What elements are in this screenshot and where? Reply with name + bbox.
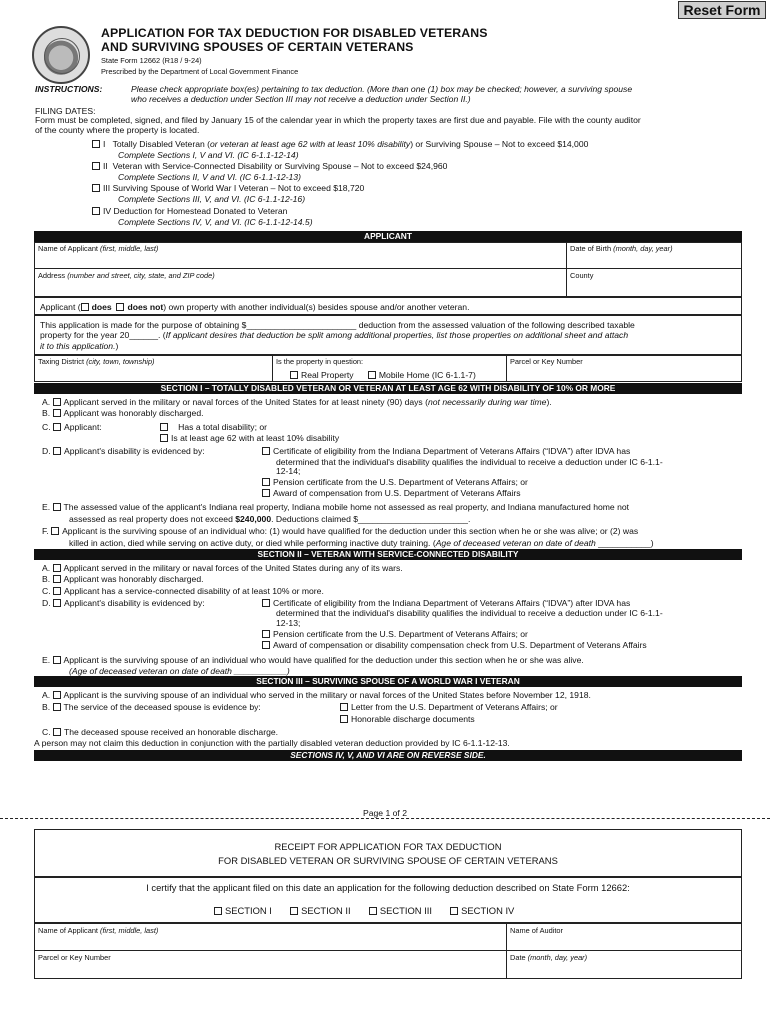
mobile-home-checkbox[interactable] — [368, 371, 376, 379]
section-i-d3-checkbox[interactable] — [262, 489, 270, 497]
section-iii-note: A person may not claim this deduction in conjunction with the partially disabled veteran deduction provided by IC 6-1.1-12-13. — [34, 738, 510, 748]
auditor-field[interactable] — [508, 936, 740, 949]
section-i-d1-line2: determined that the individual's disability qualifies the individual to receive a deduction under IC 6-1.1- — [276, 457, 663, 467]
section-i-e-checkbox[interactable] — [53, 503, 61, 511]
section-ii-d2: Pension certificate from the U.S. Department of Veterans Affairs; or — [262, 629, 528, 639]
section-iii-a: A. Applicant is the surviving spouse of an individual who served in the military or naval forces of the United States before November 12, 1918. — [42, 690, 591, 700]
section-ii-c: C. Applicant has a service-connected disability of at least 10% or more. — [42, 586, 324, 596]
receipt-name-label: Name of Applicant (first, middle, last) — [38, 926, 159, 935]
section-i-b: B. Applicant was honorably discharged. — [42, 408, 204, 418]
applicant-bar: APPLICANT — [34, 231, 742, 242]
section-i-d: D. Applicant's disability is evidenced by: — [42, 446, 205, 456]
section-ii-bar: SECTION II – VETERAN WITH SERVICE-CONNECTED DISABILITY — [34, 549, 742, 560]
deduction-option-i: I Totally Disabled Veteran (or veteran at least age 62 with at least 10% disability) or Surviving Spouse – Not to exceed $14,000 — [92, 139, 588, 149]
section-ii-d1: Certificate of eligibility from the Indiana Department of Veterans Affairs (“IDVA”) after IDVA has — [262, 598, 630, 608]
deduction-iv-checkbox[interactable] — [92, 207, 100, 215]
receipt-section-iii-checkbox[interactable] — [369, 907, 377, 915]
section-iii-b1: Letter from the U.S. Department of Veterans Affairs; or — [340, 702, 558, 712]
section-ii-d1-checkbox[interactable] — [262, 599, 270, 607]
title-line-2: AND SURVIVING SPOUSES OF CERTAIN VETERANS — [101, 39, 414, 54]
receipt-section-i-checkbox[interactable] — [214, 907, 222, 915]
section-ii-b: B. Applicant was honorably discharged. — [42, 574, 204, 584]
receipt-date-field[interactable] — [508, 963, 740, 977]
receipt-section-ii-checkbox[interactable] — [290, 907, 298, 915]
deduction-ii-checkbox[interactable] — [92, 162, 100, 170]
section-iii-b1-checkbox[interactable] — [340, 703, 348, 711]
cut-line — [0, 818, 770, 819]
deduction-option-iii: III Surviving Spouse of World War I Veteran – Not to exceed $18,720 — [92, 183, 364, 193]
section-i-e-line2: assessed as real property does not exceed $240,000. Deductions claimed $_______________________. — [69, 514, 471, 524]
divider — [506, 923, 507, 979]
auditor-label: Name of Auditor — [510, 926, 563, 935]
section-i-c-checkbox[interactable] — [53, 423, 61, 431]
title-line-1: APPLICATION FOR TAX DEDUCTION FOR DISABLED VETERANS — [101, 26, 488, 40]
section-i-f-checkbox[interactable] — [51, 527, 59, 535]
section-i-d1-checkbox[interactable] — [262, 447, 270, 455]
reset-form-button[interactable]: Reset Form — [678, 1, 766, 19]
section-iii-b: B. The service of the deceased spouse is evidence by: — [42, 702, 261, 712]
filing-dates-text: Form must be completed, signed, and filed by January 15 of the calendar year in which the property taxes are first due and payable. File with the county auditor of the county where the property is located. — [35, 115, 641, 136]
parcel-label: Parcel or Key Number — [510, 357, 583, 366]
reverse-side-bar: SECTIONS IV, V, AND VI ARE ON REVERSE SIDE. — [34, 750, 742, 761]
section-i-c1: Has a total disability; or — [160, 422, 267, 432]
deduction-iv-sub: Complete Sections IV, V, and VI. (IC 6-1.1-12-14.5) — [118, 217, 313, 227]
section-ii-c-checkbox[interactable] — [53, 587, 61, 595]
section-ii-a: A. Applicant served in the military or naval forces of the United States during any of its wars. — [42, 563, 403, 573]
property-type-options: Real Property Mobile Home (IC 6-1.1-7) — [290, 370, 476, 380]
form-title — [101, 27, 488, 54]
section-ii-d-checkbox[interactable] — [53, 599, 61, 607]
section-ii-e-checkbox[interactable] — [53, 656, 61, 664]
property-question-label: Is the property in question: — [276, 357, 364, 366]
section-iii-b2-checkbox[interactable] — [340, 715, 348, 723]
section-ii-d1-line2: determined that the individual's disability qualifies the individual to receive a deduction under IC 6-1.1- — [276, 608, 663, 618]
section-i-a-checkbox[interactable] — [53, 398, 61, 406]
section-i-f: F. Applicant is the surviving spouse of an individual who: (1) would have qualified for the deduction under this section when he or she was alive; or (2) was — [42, 526, 639, 536]
county-label: County — [570, 271, 594, 280]
deduction-i-sub: Complete Sections I, V and VI. (IC 6-1.1-12-14) — [118, 150, 299, 160]
section-ii-e: E. Applicant is the surviving spouse of an individual who would have qualified for the deduction under this section when he or she was alive. — [42, 655, 584, 665]
filing-dates-label: FILING DATES: — [35, 106, 96, 116]
does-checkbox[interactable] — [81, 303, 89, 311]
section-ii-d3-checkbox[interactable] — [262, 641, 270, 649]
section-ii-d3: Award of compensation or disability compensation check from U.S. Department of Veterans Affairs — [262, 640, 647, 650]
receipt-parcel-label: Parcel or Key Number — [38, 953, 111, 962]
section-i-b-checkbox[interactable] — [53, 409, 61, 417]
instructions-text: Please check appropriate box(es) pertaining to tax deduction. (More than one (1) box may be checked; however, a surviving spouse who receives a deduction under Section III may not receive a deduction under Section II.) — [131, 84, 633, 105]
receipt-parcel-field[interactable] — [36, 963, 504, 977]
section-i-c2: Is at least age 62 with at least 10% disability — [160, 433, 339, 443]
address-label: Address (number and street, city, state, and ZIP code) — [38, 271, 215, 280]
section-i-d-checkbox[interactable] — [53, 447, 61, 455]
applicant-name-label: Name of Applicant (first, middle, last) — [38, 244, 159, 253]
purpose-text: This application is made for the purpose of obtaining $_______________________ deduction from the assessed valuation of the following described taxable property for the year 20______. (If applicant desires that deduction be split among additional properties, list those properties on additional sheet and attach it to this application.) — [40, 320, 635, 351]
section-ii-b-checkbox[interactable] — [53, 575, 61, 583]
section-ii-d2-checkbox[interactable] — [262, 630, 270, 638]
address-field[interactable] — [36, 281, 564, 295]
section-ii-e-line2: (Age of deceased veteran on date of death ___________) — [69, 666, 290, 676]
section-i-bar: SECTION I – TOTALLY DISABLED VETERAN OR VETERAN AT LEAST AGE 62 WITH DISABILITY OF 10% OR MORE — [34, 383, 742, 394]
section-i-e: E. The assessed value of the applicant's Indiana real property, Indiana mobile home not assessed as real property, and Indiana manufactured home not — [42, 502, 630, 512]
divider — [34, 950, 742, 951]
instructions-label: INSTRUCTIONS: — [35, 84, 103, 94]
county-field[interactable] — [568, 281, 740, 295]
deduction-i-checkbox[interactable] — [92, 140, 100, 148]
section-i-c2-checkbox[interactable] — [160, 434, 168, 442]
divider — [566, 242, 567, 297]
real-property-checkbox[interactable] — [290, 371, 298, 379]
section-i-d2: Pension certificate from the U.S. Department of Veterans Affairs; or — [262, 477, 528, 487]
section-iii-bar: SECTION III – SURVIVING SPOUSE OF A WORLD WAR I VETERAN — [34, 676, 742, 687]
section-iii-b-checkbox[interactable] — [53, 703, 61, 711]
form-number: State Form 12662 (R18 / 9-24) — [101, 56, 202, 65]
applicant-name-field[interactable] — [36, 254, 564, 267]
section-iii-c: C. The deceased spouse received an honorable discharge. — [42, 727, 279, 737]
section-i-d2-checkbox[interactable] — [262, 478, 270, 486]
ownership-text: Applicant ( does does not) own property with another individual(s) besides spouse and/or another veteran. — [40, 302, 470, 312]
receipt-section-options: SECTION I SECTION II SECTION III SECTION IV — [214, 905, 514, 916]
dob-label: Date of Birth (month, day, year) — [570, 244, 673, 253]
taxing-district-label: Taxing District (city, town, township) — [38, 357, 155, 366]
section-ii-a-checkbox[interactable] — [53, 564, 61, 572]
section-iii-a-checkbox[interactable] — [53, 691, 61, 699]
section-i-d1-line3: 12-14; — [276, 466, 301, 476]
receipt-name-field[interactable] — [36, 936, 504, 949]
section-iii-b2: Honorable discharge documents — [340, 714, 475, 724]
divider — [506, 355, 507, 382]
deduction-option-iv: IV Deduction for Homestead Donated to Veteran — [92, 206, 287, 216]
deduction-iii-sub: Complete Sections III, V, and VI. (IC 6-1.1-12-16) — [118, 194, 306, 204]
receipt-title: RECEIPT FOR APPLICATION FOR TAX DEDUCTION FOR DISABLED VETERAN OR SURVIVING SPOUSE OF CERTAIN VETERANS — [218, 841, 558, 866]
receipt-section-iv-checkbox[interactable] — [450, 907, 458, 915]
receipt-date-label: Date (month, day, year) — [510, 953, 588, 962]
section-ii-d: D. Applicant's disability is evidenced by: — [42, 598, 205, 608]
dob-field[interactable] — [568, 254, 740, 267]
section-i-c: C. Applicant: — [42, 422, 102, 432]
divider — [272, 355, 273, 382]
deduction-iii-checkbox[interactable] — [92, 184, 100, 192]
section-ii-d1-line3: 12-13; — [276, 618, 301, 628]
state-seal-icon — [32, 26, 90, 84]
page-number: Page 1 of 2 — [363, 808, 407, 818]
section-i-d3: Award of compensation from U.S. Department of Veterans Affairs — [262, 488, 521, 498]
section-i-f-line2: killed in action, died while serving on active duty, or died while performing inactive duty training. (Age of deceased veteran on date of death ___________) — [69, 538, 654, 548]
section-i-d1: Certificate of eligibility from the Indiana Department of Veterans Affairs (“IDVA”) after IDVA has — [262, 446, 630, 456]
section-iii-c-checkbox[interactable] — [53, 728, 61, 736]
section-i-a: A. Applicant served in the military or naval forces of the United States for at least ninety (90) days (not necessarily during war time). — [42, 397, 552, 407]
divider — [34, 268, 742, 269]
receipt-certify-text: I certify that the applicant filed on this date an application for the following deduction described on State Form 12662: — [146, 882, 630, 893]
does-not-checkbox[interactable] — [116, 303, 124, 311]
section-i-c1-checkbox[interactable] — [160, 423, 168, 431]
deduction-ii-sub: Complete Sections II, V and VI. (IC 6-1.1-12-13) — [118, 172, 301, 182]
prescribed-by: Prescribed by the Department of Local Government Finance — [101, 67, 299, 76]
deduction-option-ii: II Veteran with Service-Connected Disability or Surviving Spouse – Not to exceed $24,960 — [92, 161, 447, 171]
